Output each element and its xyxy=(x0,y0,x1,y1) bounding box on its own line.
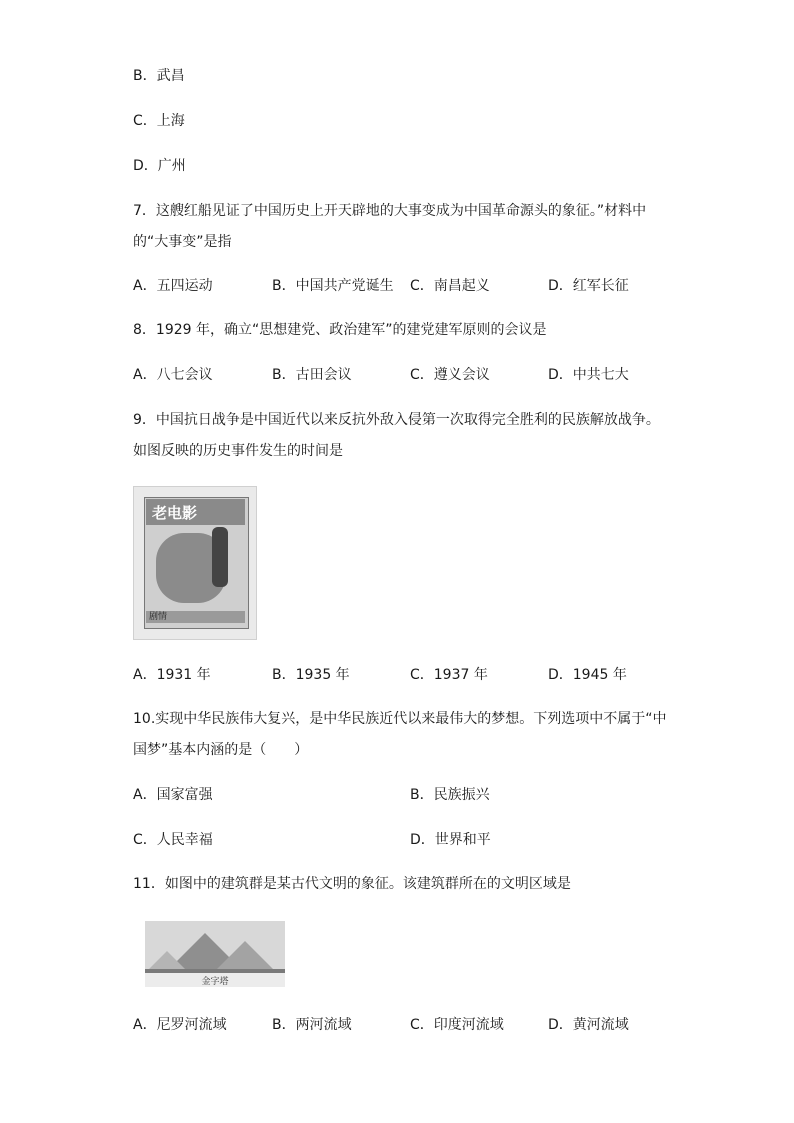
poster-header xyxy=(146,499,245,525)
q8-option-a: A．八七会议 xyxy=(133,367,213,383)
poster-footer xyxy=(146,611,245,623)
poster-figure xyxy=(212,527,228,587)
poster-footer-text: 剧情 xyxy=(149,612,168,622)
pyramid-drawing xyxy=(145,921,285,973)
q10-option-d: D．世界和平 xyxy=(410,832,491,848)
q11-option-a: A．尼罗河流域 xyxy=(133,1017,227,1033)
q7-option-c: C．南昌起义 xyxy=(410,278,490,294)
q7-stem-line2: 的“大事变”是指 xyxy=(133,234,232,250)
q11-stem: 11．如图中的建筑群是某古代文明的象征。该建筑群所在的文明区域是 xyxy=(133,876,571,892)
q9-option-a: A．1931 年 xyxy=(133,667,211,683)
q9-stem-line2: 如图反映的历史事件发生的时间是 xyxy=(133,443,343,459)
q10-option-b: B．民族振兴 xyxy=(410,787,490,803)
q6-option-c: C．上海 xyxy=(133,113,185,129)
q8-option-b: B．古田会议 xyxy=(272,367,352,383)
q11-option-b: B．两河流域 xyxy=(272,1017,352,1033)
q10-option-c: C．人民幸福 xyxy=(133,832,213,848)
q11-option-c: C．印度河流域 xyxy=(410,1017,504,1033)
q7-stem-line1: 7．这艘红船见证了中国历史上开天辟地的大事变成为中国革命源头的象征。”材料中 xyxy=(133,203,647,219)
pyramid-caption: 金字塔 xyxy=(201,977,229,987)
q9-stem-line1: 9．中国抗日战争是中国近代以来反抗外敌入侵第一次取得完全胜利的民族解放战争。 xyxy=(133,412,660,428)
q9-option-d: D．1945 年 xyxy=(548,667,627,683)
q6-option-d: D．广州 xyxy=(133,158,186,174)
q8-option-c: C．遵义会议 xyxy=(410,367,490,383)
q10-option-a: A．国家富强 xyxy=(133,787,213,803)
q9-option-b: B．1935 年 xyxy=(272,667,350,683)
q7-option-d: D．红军长征 xyxy=(548,278,629,294)
q11-option-d: D．黄河流域 xyxy=(548,1017,629,1033)
q7-option-b: B．中国共产党诞生 xyxy=(272,278,394,294)
pyramid-image xyxy=(145,921,285,987)
q10-stem-line1: 10.实现中华民族伟大复兴，是中华民族近代以来最伟大的梦想。下列选项中不属于“中 xyxy=(133,711,667,727)
q7-option-a: A．五四运动 xyxy=(133,278,213,294)
poster-title: 老电影 xyxy=(152,504,198,522)
q10-stem-line2: 国梦”基本内涵的是（ ） xyxy=(133,742,309,758)
q8-option-d: D．中共七大 xyxy=(548,367,629,383)
q6-option-b: B．武昌 xyxy=(133,68,185,84)
q8-stem: 8．1929 年，确立“思想建党、政治建军”的建党建军原则的会议是 xyxy=(133,322,547,338)
q9-option-c: C．1937 年 xyxy=(410,667,488,683)
movie-poster-image xyxy=(133,486,257,640)
